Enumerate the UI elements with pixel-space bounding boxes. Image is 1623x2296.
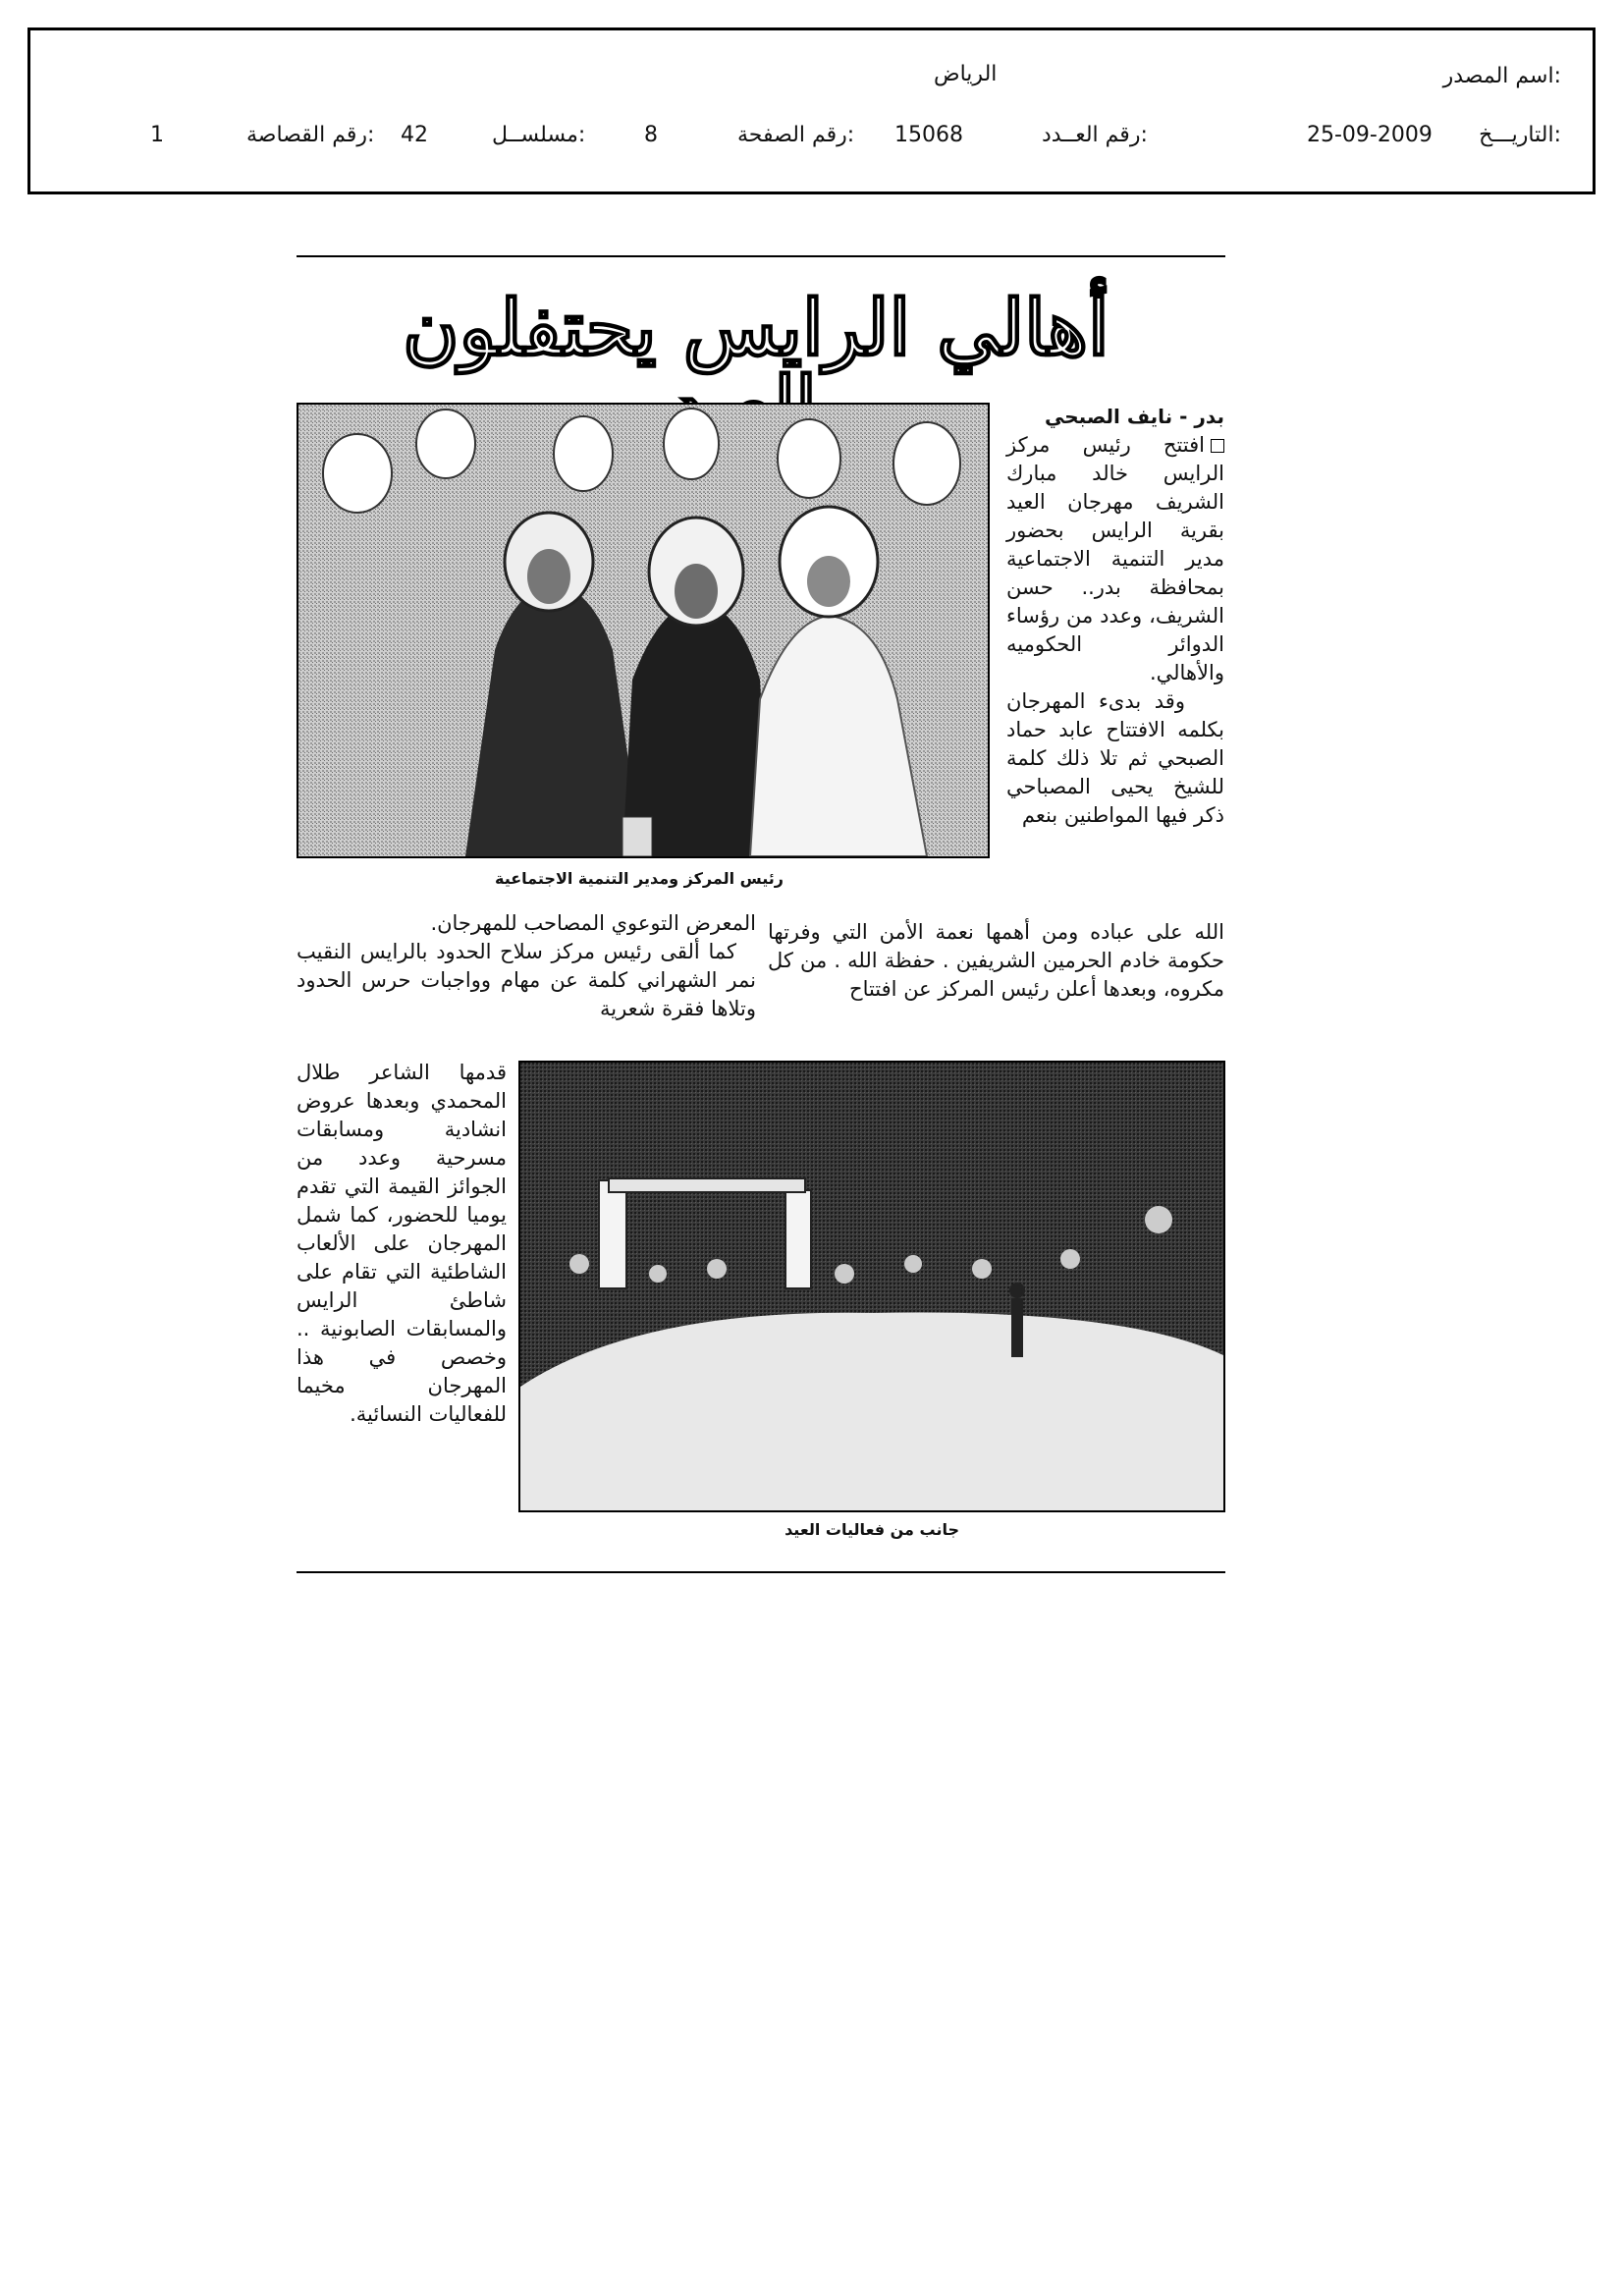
column-left-block (297, 909, 756, 1023)
photo-officials-image (298, 405, 990, 858)
column-right-para-1: افتتح رئيس مركز الرايس خالد مبارك الشريف مهرجان العيد بقرية الرايس بحضور مدير التنمية الاجتماعية بمحافظة بدر.. حسن الشريف، وعدد من رؤساء الدوائر الحكوميه والأهالي. (1006, 433, 1224, 684)
date-label: التاريـــخ: (1479, 123, 1561, 147)
byline: بدر - نايف الصبحي (1045, 405, 1224, 428)
column-right-para-2: وقد بدىء المهرجان بكلمه الافتتاح عابد حماد الصبحي ثم تلا ذلك كلمة للشيخ يحيى المصباحي ذكر فيها المواطنين بنعم (1006, 689, 1224, 827)
serial-label: مسلســل: (492, 123, 586, 147)
photo-festival-image (520, 1063, 1225, 1512)
photo-officials (297, 403, 990, 858)
issue-value: 15068 (894, 123, 963, 147)
page-value: 8 (644, 123, 658, 147)
bullet-square-icon (1211, 439, 1224, 453)
bottom-rule (297, 1571, 1225, 1573)
top-rule (297, 255, 1225, 257)
issue-label: رقم العــدد: (1042, 123, 1148, 147)
headline: أهالي الرايس يحتفلون (403, 284, 1109, 373)
source-value: الرياض (934, 62, 998, 86)
photo-officials-caption: رئيس المركز ومدير التنمية الاجتماعية (494, 869, 784, 888)
clipping-header-box (27, 27, 1596, 194)
date-value: 25-09-2009 (1307, 123, 1433, 147)
clip-value: 1 (150, 123, 164, 147)
column-far-left: قدمها الشاعر طلال المحمدي وبعدها عروض انشادية ومسابقات مسرحية وعدد من الجوائز القيمة التي تقدم يوميا للحضور، كما شمل المهرجان على الألعاب الشاطئية التي تقام على شاطئ الرايس والمسابقات الصابونية .. وخصص في هذا المهرجان مخيما للفعاليات النسائية. (297, 1061, 507, 1426)
column-left-para-1: المعرض التوعوي المصاحب للمهرجان. (430, 911, 756, 935)
clip-label: رقم القصاصة: (246, 123, 375, 147)
column-right (1006, 403, 1224, 830)
column-mid-block: الله على عباده ومن أهمها نعمة الأمن التي وفرتها حكومة خادم الحرمين الشريفين . حفظة الله . من كل مكروه، وبعدها أعلن رئيس المركز عن افتتاح (768, 920, 1224, 1001)
serial-value: 42 (401, 123, 428, 147)
page-label: رقم الصفحة: (737, 123, 855, 147)
source-label: اسم المصدر: (1442, 64, 1561, 88)
photo-festival-caption: جانب من فعاليات العيد (784, 1520, 959, 1539)
photo-festival-event (518, 1061, 1225, 1512)
column-left-para-2: كما ألقى رئيس مركز سلاح الحدود بالرايس النقيب نمر الشهراني كلمة عن مهام وواجبات حرس الحدود وتلاها فقرة شعرية (297, 940, 756, 1020)
